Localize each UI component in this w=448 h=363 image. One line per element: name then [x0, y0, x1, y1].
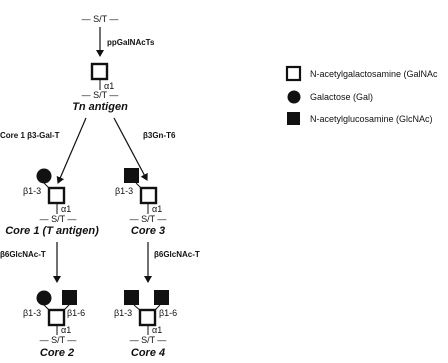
legend-gal-label: Galactose (Gal)	[310, 92, 374, 102]
tn-galnac-icon	[92, 64, 107, 79]
enzyme-core4: β6GlcNAc-T	[154, 250, 200, 259]
legend-glcnac-icon	[287, 112, 300, 125]
core2-glcnac-icon	[62, 290, 77, 305]
core1-peptide: — S/T —	[39, 214, 77, 224]
core4-title: Core 4	[130, 347, 166, 359]
tn-linkage: α1	[104, 81, 115, 91]
core1-linkage: α1	[61, 204, 72, 214]
legend	[287, 67, 438, 125]
arrow-to-core1	[58, 118, 86, 183]
tn-antigen-title: Tn antigen	[72, 101, 128, 113]
core3-galnac-icon	[141, 188, 156, 203]
enzyme-core3: β3Gn-T6	[143, 131, 176, 140]
core1-galnac-icon	[49, 188, 64, 203]
core4-peptide: — S/T —	[129, 335, 167, 345]
core4-galnac-icon	[140, 310, 155, 325]
legend-gal-icon	[288, 91, 301, 104]
legend-galnac-label: N-acetylgalactosamine (GalNAc	[310, 69, 438, 79]
enzyme-core1: Core 1 β3-Gal-T	[0, 131, 60, 140]
core3-title: Core 3	[130, 225, 166, 237]
legend-glcnac-label: N-acetylglucosamine (GlcNAc)	[310, 114, 433, 124]
core4-linkage: α1	[152, 325, 163, 335]
core2-galnac-icon	[49, 310, 64, 325]
core3-linkage: α1	[152, 204, 163, 214]
core3-glcnac-link: β1-3	[115, 186, 134, 196]
core4-glcnac-left-icon	[124, 290, 139, 305]
top-peptide-label: — S/T —	[81, 14, 119, 24]
core2-right-link: β1-6	[67, 308, 86, 318]
core4-glcnac-right-icon	[154, 290, 169, 305]
core1-gal-icon	[37, 169, 52, 184]
core1-gal-link: β1-3	[23, 186, 42, 196]
core1-title: Core 1 (T antigen)	[5, 225, 99, 237]
core2-peptide: — S/T —	[39, 335, 77, 345]
enzyme-core2: β6GlcNAc-T	[0, 250, 46, 259]
enzyme-ppgalnacts: ppGalNAcTs	[107, 38, 155, 47]
core2-left-link: β1-3	[23, 308, 42, 318]
core4-right-link: β1-6	[159, 308, 178, 318]
core3-glcnac-icon	[124, 168, 139, 183]
core2-gal-icon	[37, 291, 52, 306]
legend-galnac-icon	[287, 67, 300, 80]
core3-peptide: — S/T —	[129, 214, 167, 224]
core4-left-link: β1-3	[114, 308, 133, 318]
core2-title: Core 2	[39, 347, 75, 359]
core2-linkage: α1	[61, 325, 72, 335]
tn-peptide: — S/T —	[81, 90, 119, 100]
